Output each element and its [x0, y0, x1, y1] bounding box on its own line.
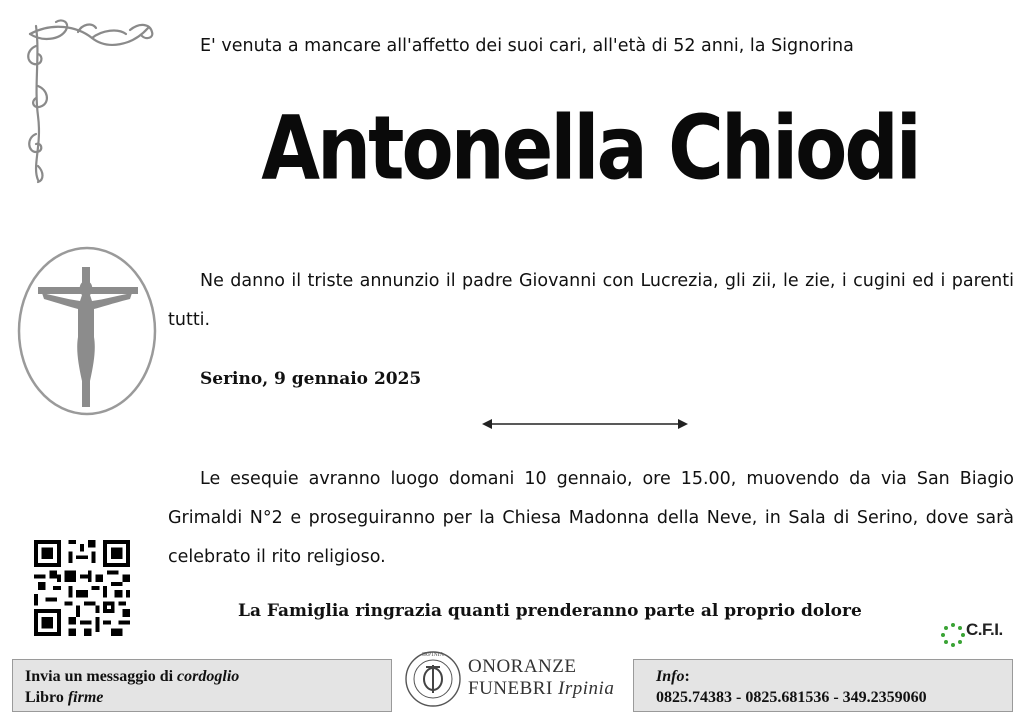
phone-numbers[interactable]: 0825.74383 - 0825.681536 - 349.2359060 — [656, 689, 927, 706]
brand-line-2-prefix: FUNEBRI — [468, 678, 559, 699]
onoranze-logo-icon — [404, 647, 462, 709]
cfi-label: C.F.I. — [966, 620, 1003, 639]
mourners-paragraph: Ne danno il triste annunzio il padre Giovanni con Lucrezia, gli zii, le zie, i cugini ed i parenti tutti. — [168, 271, 1014, 330]
crucifix-icon — [16, 245, 158, 417]
cfi-logo-icon — [940, 622, 966, 648]
book-prefix: Libro — [25, 689, 68, 706]
guestbook-link[interactable] — [25, 687, 379, 708]
double-arrow-icon — [482, 416, 688, 432]
family-thanks: La Famiglia ringrazia quanti prenderanno parte al proprio dolore — [238, 601, 862, 621]
book-emph: firme — [67, 689, 104, 706]
cfi-badge — [940, 618, 1018, 652]
funeral-paragraph: Le esequie avranno luogo domani 10 gennaio, ore 15.00, muovendo da via San Biagio Grimaldi N°2 e proseguiranno per la Chiesa Madonna della Neve, in Sala di Serino, dove sarà celebrato il rito religioso. — [168, 469, 1014, 567]
message-prefix: Invia un messaggio di — [25, 668, 178, 685]
info-label: Info — [656, 668, 685, 685]
svg-text:IRPINIA: IRPINIA — [422, 652, 444, 658]
info-box — [633, 659, 1013, 712]
brand-line-1: ONORANZE — [468, 656, 577, 677]
condolence-message-link[interactable] — [25, 666, 379, 687]
funeral-home-brand — [468, 656, 614, 700]
intro-text: E' venuta a mancare all'affetto dei suoi cari, all'età di 52 anni, la Signorina — [200, 36, 854, 56]
deceased-name: Antonella Chiodi — [261, 96, 919, 200]
dateline: Serino, 9 gennaio 2025 — [200, 369, 422, 389]
condolence-box[interactable] — [12, 659, 392, 712]
brand-line-2-emph: Irpinia — [558, 678, 615, 699]
qr-code-icon[interactable] — [34, 540, 130, 636]
message-emph: cordoglio — [177, 668, 240, 685]
info-suffix: : — [684, 668, 690, 685]
